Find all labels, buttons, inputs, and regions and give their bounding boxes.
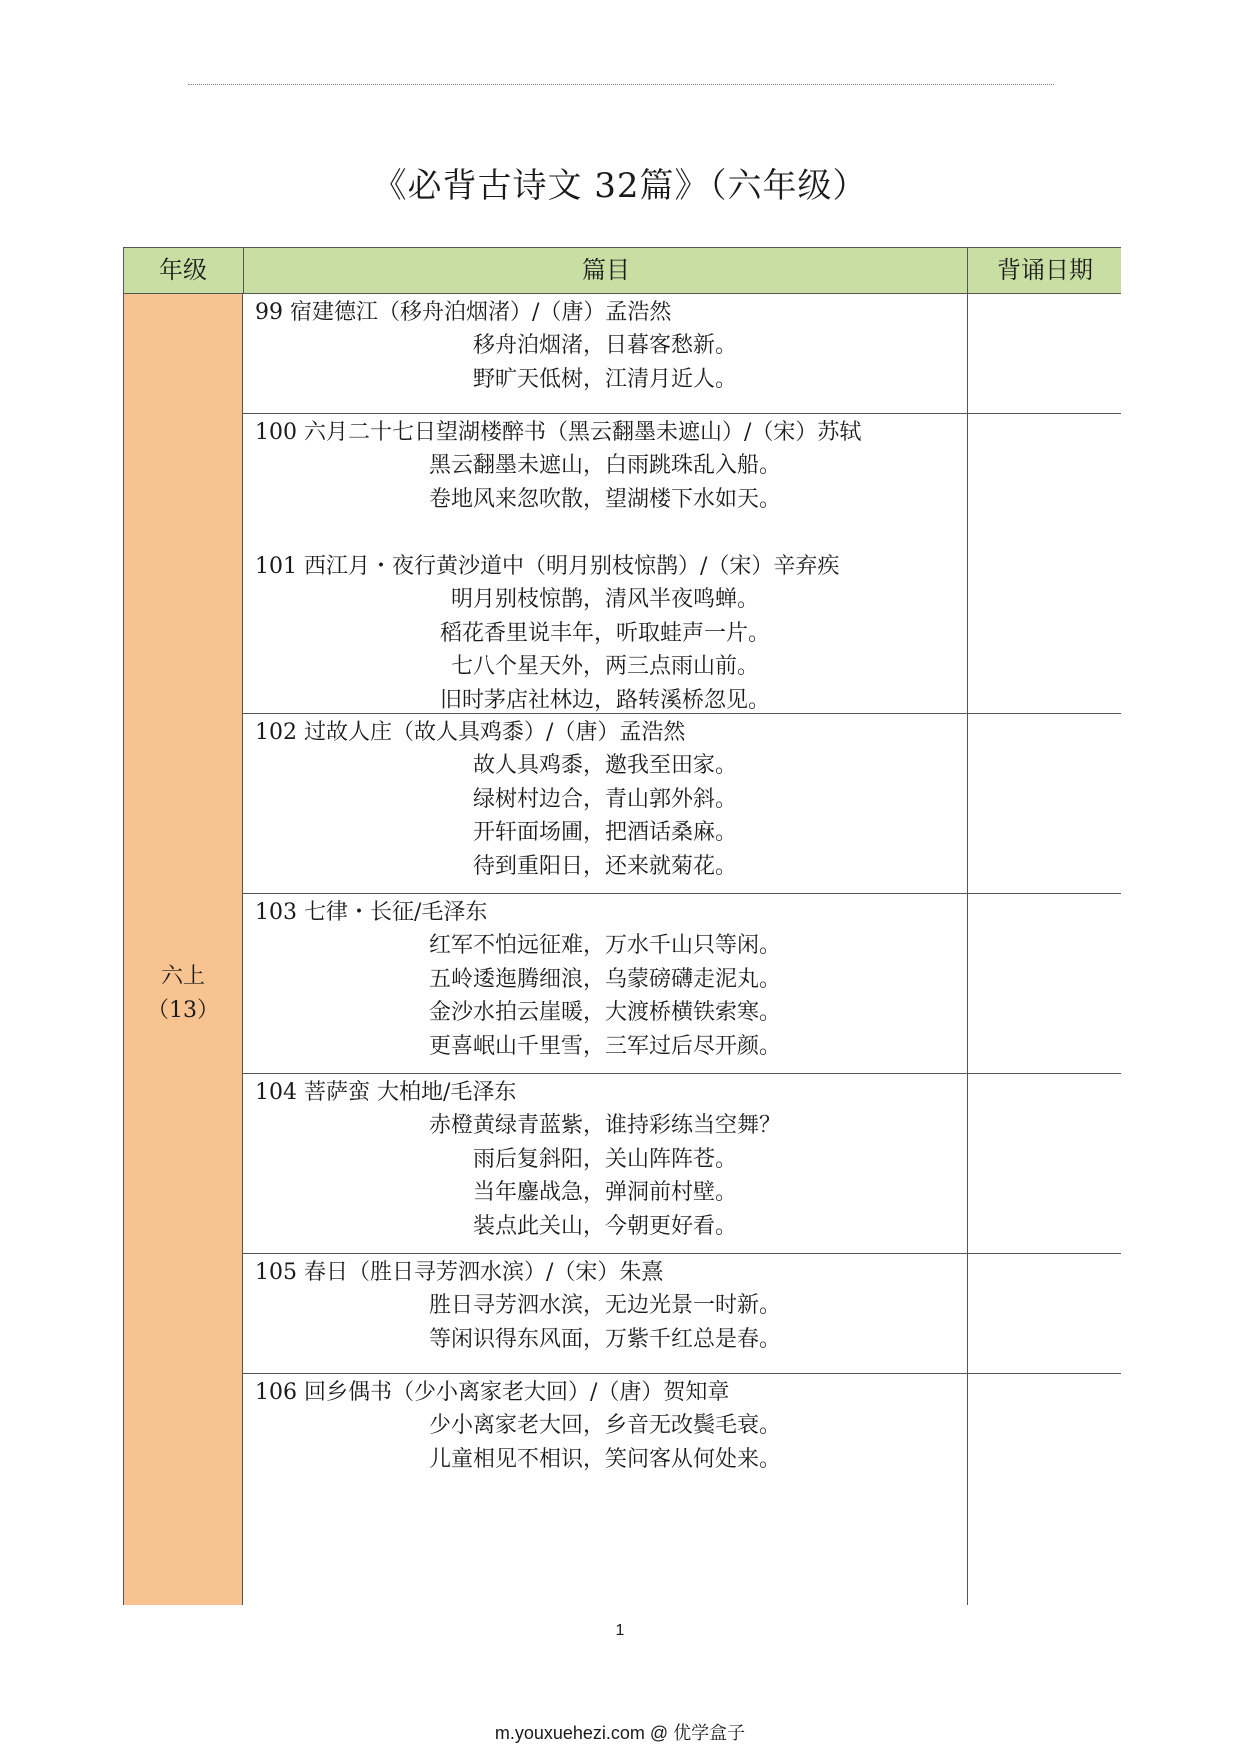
poem-line: 黑云翻墨未遮山，白雨跳珠乱入船。: [428, 453, 781, 478]
poem-heading: 101 西江月・夜行黄沙道中（明月别枝惊鹊）/（宋）辛弃疾: [255, 554, 840, 579]
poem-block: [243, 716, 1121, 883]
table-row: [243, 894, 1121, 1074]
poem-line: 稻花香里说丰年，听取蛙声一片。: [439, 620, 770, 646]
table-row: [243, 414, 1121, 714]
poem-heading: 104 菩萨蛮 大柏地/毛泽东: [255, 1080, 517, 1105]
poem-line: 胜日寻芳泗水滨，无边光景一时新。: [428, 1293, 781, 1318]
table-row: [243, 1074, 1121, 1254]
poem-heading: 106 回乡偶书（少小离家老大回）/（唐）贺知章: [255, 1380, 730, 1405]
site-credit: m.youxuehezi.com @ 优学盒子: [494, 1723, 746, 1743]
header-title: 篇目: [243, 248, 968, 293]
grade-count: （13）: [147, 998, 219, 1023]
poem-line: 当年鏖战急，弹洞前村壁。: [472, 1180, 737, 1205]
poem-heading: 100 六月二十七日望湖楼醉书（黑云翻墨未遮山）/（宋）苏轼: [255, 420, 862, 445]
grade-name: 六上: [160, 964, 205, 989]
poem-block: [243, 1256, 1121, 1356]
poem-heading: 103 七律・长征/毛泽东: [255, 900, 488, 925]
poem-block: [243, 416, 1121, 516]
table-row: [243, 294, 1121, 414]
poem-line: 装点此关山，今朝更好看。: [472, 1213, 737, 1239]
poem-block: [243, 550, 1121, 717]
grade-cell: [124, 294, 243, 1605]
poem-block: [243, 1076, 1121, 1243]
poem-line: 故人具鸡黍，邀我至田家。: [472, 753, 737, 778]
poem-line: 金沙水拍云崖暖，大渡桥横铁索寒。: [428, 1000, 781, 1025]
poem-block: [243, 1376, 1121, 1476]
poem-table: [123, 247, 1121, 1605]
table-row: [243, 1254, 1121, 1374]
table-header: [124, 248, 1121, 294]
table-row: [243, 1374, 1121, 1472]
poem-line: 旧时茅店社林边，路转溪桥忽见。: [439, 687, 770, 713]
poem-line: 移舟泊烟渚，日暮客愁新。: [472, 333, 737, 358]
poem-line: 赤橙黄绿青蓝紫，谁持彩练当空舞？: [428, 1113, 781, 1138]
poem-line: 卷地风来忽吹散，望湖楼下水如天。: [428, 486, 781, 512]
poem-line: 五岭逶迤腾细浪，乌蒙磅礴走泥丸。: [428, 966, 781, 992]
poem-line: 等闲识得东风面，万紫千红总是春。: [428, 1326, 781, 1352]
poem-line: 待到重阳日，还来就菊花。: [472, 853, 737, 879]
poem-heading: 102 过故人庄（故人具鸡黍）/（唐）孟浩然: [255, 720, 686, 745]
poem-line: 红军不怕远征难，万水千山只等闲。: [428, 933, 781, 958]
poem-block: [243, 896, 1121, 1063]
poem-line: 开轩面场圃，把酒话桑麻。: [472, 820, 737, 845]
header-date: 背诵日期: [967, 248, 1122, 293]
top-dotted-rule: [188, 84, 1054, 85]
poem-line: 儿童相见不相识，笑问客从何处来。: [428, 1446, 781, 1472]
table-row: [243, 714, 1121, 894]
poem-line: 七八个星天外，两三点雨山前。: [450, 654, 759, 679]
poem-line: 野旷天低树，江清月近人。: [472, 366, 737, 392]
poem-heading: 99 宿建德江（移舟泊烟渚）/（唐）孟浩然: [255, 300, 672, 325]
header-grade: 年级: [159, 256, 207, 284]
page-title: 《必背古诗文 32篇》（六年级）: [372, 166, 868, 206]
poem-block: [243, 296, 1121, 396]
poem-rows: [243, 294, 1121, 1472]
page-number: 1: [615, 1622, 625, 1639]
poem-line: 更喜岷山千里雪，三军过后尽开颜。: [428, 1033, 781, 1059]
grade-label: [124, 960, 242, 1028]
poem-line: 少小离家老大回，乡音无改鬓毛衰。: [428, 1413, 781, 1438]
poem-line: 绿树村边合，青山郭外斜。: [472, 786, 737, 812]
poem-line: 雨后复斜阳，关山阵阵苍。: [472, 1146, 737, 1172]
poem-heading: 105 春日（胜日寻芳泗水滨）/（宋）朱熹: [255, 1260, 664, 1285]
poem-line: 明月别枝惊鹊，清风半夜鸣蝉。: [450, 587, 759, 612]
